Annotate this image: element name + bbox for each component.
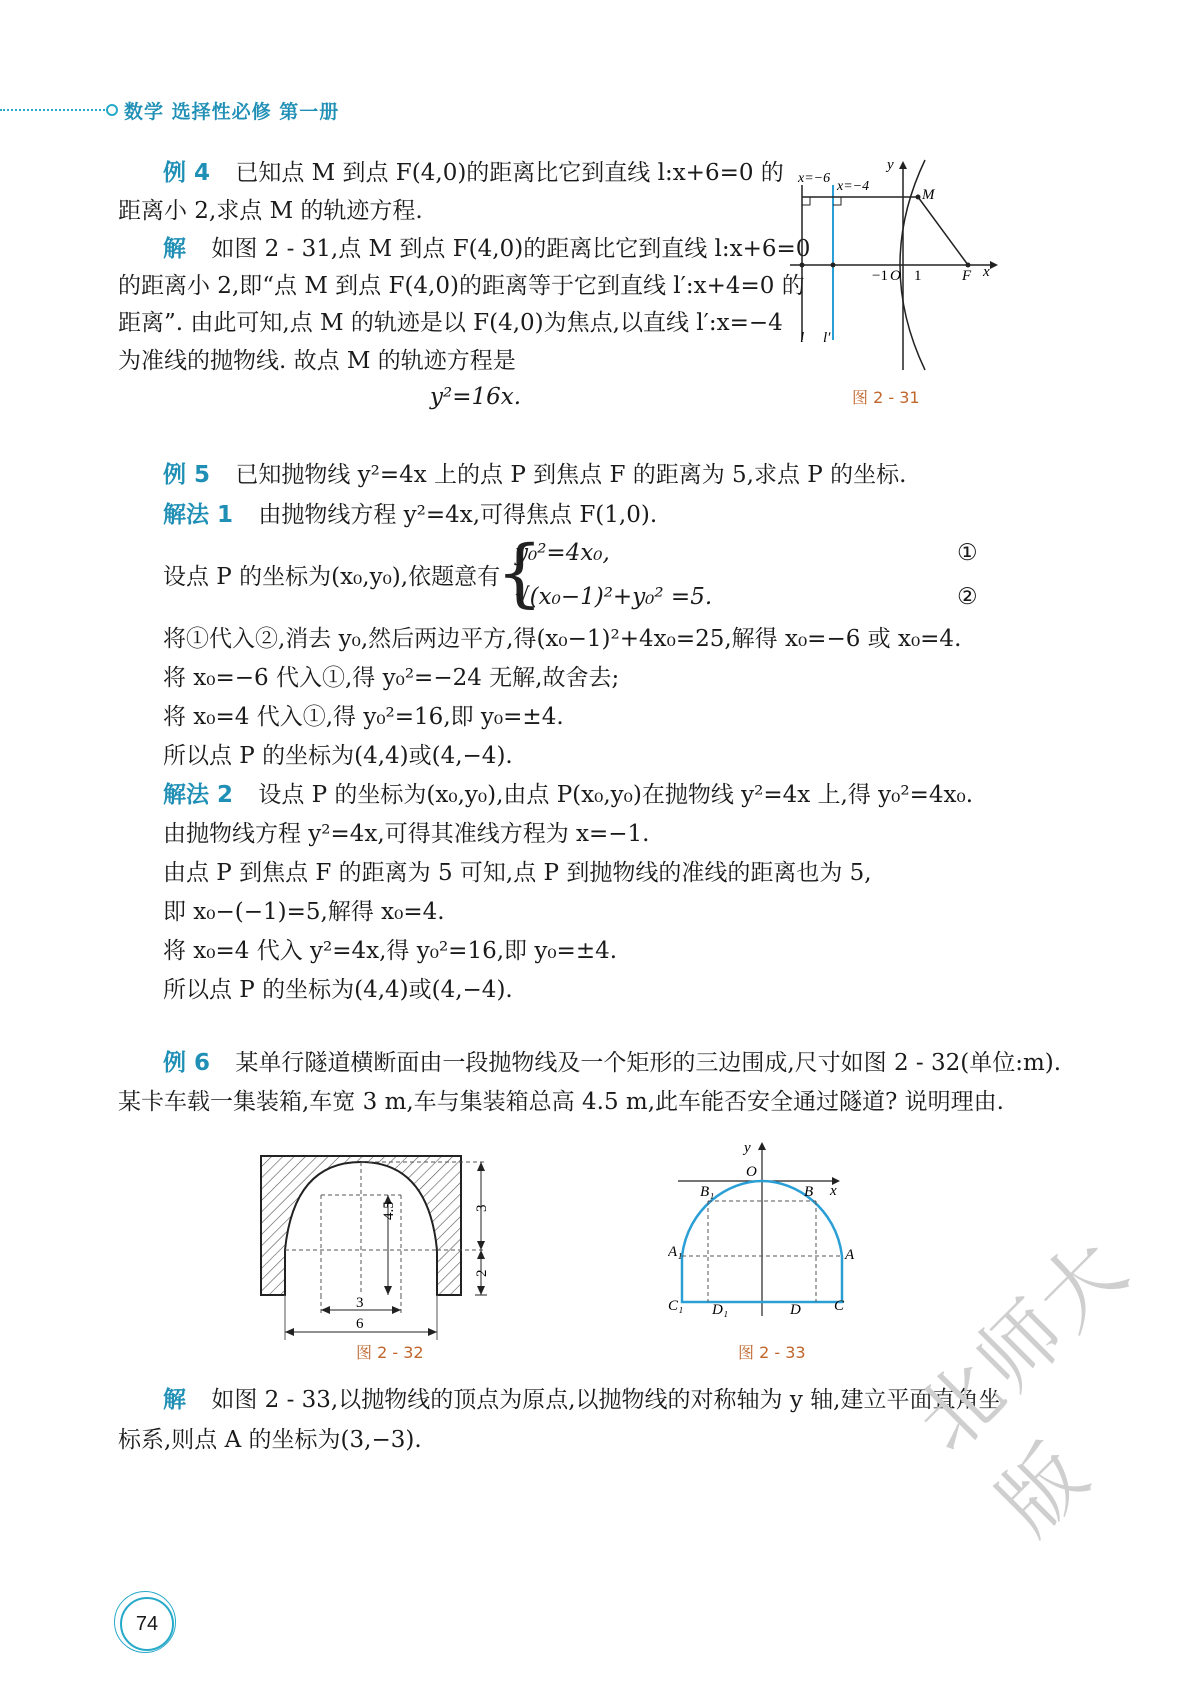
ex5-line1: 例 5 已知抛物线 y²=4x 上的点 P 到焦点 F 的距离为 5,求点 P 的坐标. (163, 462, 907, 488)
fig31-label-F: F (962, 268, 972, 284)
ex6-line1: 例 6 某单行隧道横断面由一段抛物线及一个矩形的三边围成,尺寸如图 2 - 32(单位:m). (163, 1050, 1062, 1076)
fig31-caption: 图 2 - 31 (852, 388, 920, 407)
fig33-label-A: A (845, 1247, 855, 1263)
fig33-label-x: x (830, 1183, 837, 1199)
fig33-label-D1: D₁ (712, 1302, 729, 1318)
ex5-m1-line6: 所以点 P 的坐标为(4,4)或(4,−4). (163, 743, 513, 769)
fig32-dim-h45: 4.5 (381, 1201, 397, 1220)
ex5-m1-line2: 设点 P 的坐标为(x₀,y₀),依题意有 (163, 564, 501, 590)
ex5-m1-label: 解法 1 (163, 502, 234, 528)
fig33-label-C1: C₁ (668, 1298, 684, 1314)
fig31-label-one: 1 (914, 268, 922, 284)
eq-marker-1: ① (957, 540, 978, 566)
ex4-sol-line2: 的距离小 2,即“点 M 到点 F(4,0)的距离等于它到直线 l′:x+4=0 的 (118, 273, 805, 299)
ex5-m2-line3: 由点 P 到焦点 F 的距离为 5 可知,点 P 到抛物线的准线的距离也为 5, (163, 860, 872, 886)
ex4-equation: y²=16x. (430, 384, 522, 410)
fig31-label-m1: −1 (872, 268, 888, 284)
header-rule (0, 109, 108, 111)
fig31-label-xm6: x=−6 (798, 171, 831, 186)
ex6-line2: 某卡车载一集装箱,车宽 3 m,车与集装箱总高 4.5 m,此车能否安全通过隧道? 说明理由. (118, 1089, 1004, 1115)
ex5-label: 例 5 (163, 462, 211, 488)
fig33-label-B: B (804, 1184, 814, 1200)
system-brace: { (496, 530, 544, 616)
header-dot (106, 104, 118, 116)
header-title: 数学 选择性必修 第一册 (124, 101, 340, 123)
ex6-sol-line2: 标系,则点 A 的坐标为(3,−3). (118, 1427, 422, 1453)
fig33-caption: 图 2 - 33 (738, 1343, 806, 1362)
fig33-label-C: C (834, 1298, 845, 1314)
fig32-dim-3: 3 (474, 1204, 490, 1212)
fig33-label-D: D (790, 1302, 801, 1318)
ex5-m1-line4: 将 x₀=−6 代入①,得 y₀²=−24 无解,故舍去; (163, 665, 620, 691)
fig31-label-x: x (983, 264, 990, 280)
ex5-m2-label: 解法 2 (163, 782, 234, 808)
system-eq2: √(x₀−1)²+y₀² =5. (515, 584, 713, 610)
ex5-m2-line5: 将 x₀=4 代入 y²=4x,得 y₀²=16,即 y₀=±4. (163, 938, 618, 964)
ex6-label: 例 6 (163, 1050, 211, 1076)
ex5-m1-line3: 将①代入②,消去 y₀,然后两边平方,得(x₀−1)²+4x₀=25,解得 x₀=−6 或 x₀=4. (163, 626, 962, 652)
ex4-line1: 例 4 已知点 M 到点 F(4,0)的距离比它到直线 l:x+6=0 的 (163, 160, 784, 186)
fig33-label-A1: A₁ (668, 1244, 683, 1260)
ex4-line2: 距离小 2,求点 M 的轨迹方程. (118, 198, 423, 224)
fig32-caption: 图 2 - 32 (356, 1343, 424, 1362)
ex6-sol-label: 解 (163, 1387, 186, 1413)
figure-2-31 (790, 155, 1010, 385)
ex4-sol-line4: 为准线的抛物线. 故点 M 的轨迹方程是 (118, 348, 516, 374)
ex4-sol-line3: 距离”. 由此可知,点 M 的轨迹是以 F(4,0)为焦点,以直线 l′:x=−4 (118, 310, 783, 336)
fig33-label-O: O (746, 1164, 757, 1180)
ex4-sol-label: 解 (163, 236, 186, 262)
fig31-label-lprime: l′ (823, 330, 831, 346)
fig31-label-M: M (922, 187, 935, 203)
ex5-m2-line2: 由抛物线方程 y²=4x,可得其准线方程为 x=−1. (163, 821, 650, 847)
system-eq1: y₀²=4x₀, (515, 540, 610, 566)
ex4-label: 例 4 (163, 160, 211, 186)
fig33-label-y: y (744, 1140, 751, 1156)
ex5-m2-line1: 解法 2 设点 P 的坐标为(x₀,y₀),由点 P(x₀,y₀)在抛物线 y²=4x 上,得 y₀²=4x₀. (163, 782, 974, 808)
fig32-dim-2: 2 (474, 1269, 490, 1277)
ex6-sol-line1: 解 如图 2 - 33,以抛物线的顶点为原点,以抛物线的对称轴为 y 轴,建立平面直角坐 (163, 1387, 1002, 1413)
page-number: 74 (120, 1597, 174, 1651)
fig33-label-B1: B₁ (700, 1184, 715, 1200)
eq-marker-2: ② (957, 584, 978, 610)
ex5-m1-line1: 解法 1 由抛物线方程 y²=4x,可得焦点 F(1,0). (163, 502, 658, 528)
figure-2-33 (668, 1138, 863, 1338)
fig31-label-O: O (890, 268, 901, 284)
ex4-sol-line1: 解 如图 2 - 31,点 M 到点 F(4,0)的距离比它到直线 l:x+6=0 (163, 236, 811, 262)
fig32-dim-w3: 3 (356, 1295, 364, 1311)
watermark: 北师大版 (897, 1220, 1148, 1553)
fig31-label-xm4: x=−4 (837, 179, 870, 194)
ex5-m2-line4: 即 x₀−(−1)=5,解得 x₀=4. (163, 899, 445, 925)
fig32-dim-w6: 6 (356, 1316, 364, 1332)
figure-2-32 (255, 1150, 535, 1350)
fig31-label-l: l (800, 330, 805, 346)
ex5-m2-line6: 所以点 P 的坐标为(4,4)或(4,−4). (163, 977, 513, 1003)
fig31-label-y: y (887, 157, 894, 173)
ex5-m1-line5: 将 x₀=4 代入①,得 y₀²=16,即 y₀=±4. (163, 704, 564, 730)
